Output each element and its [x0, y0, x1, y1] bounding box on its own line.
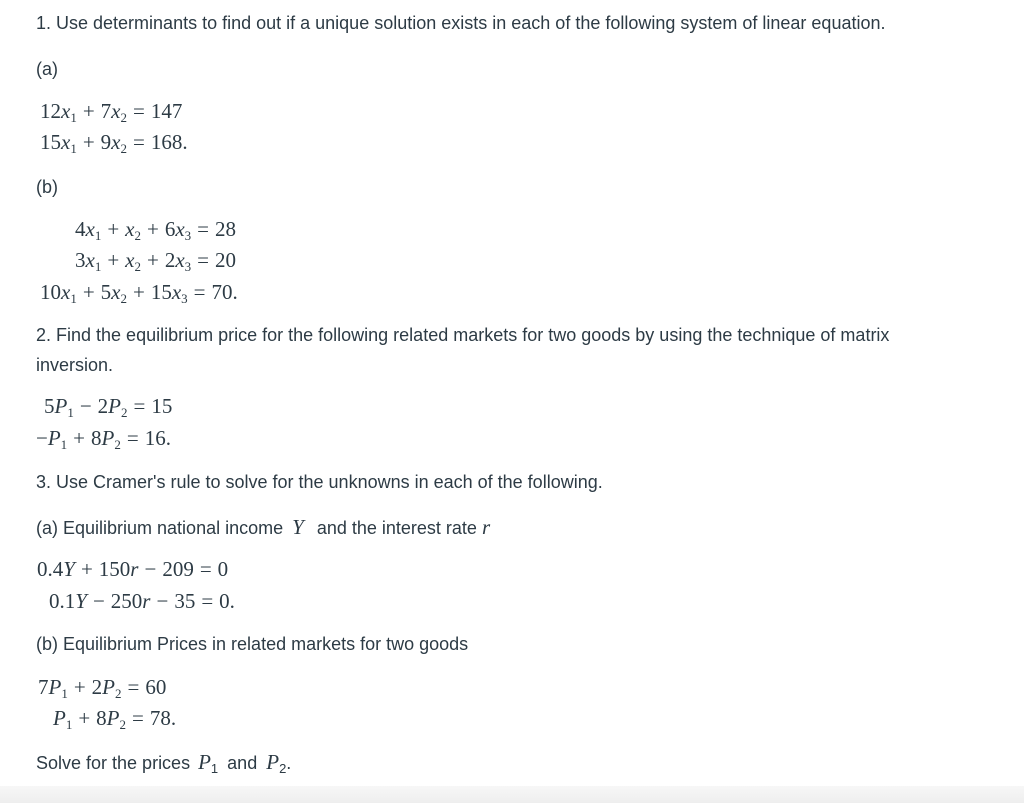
q1a-equation-2: $15x_1 + 9x_2 = 168$. [40, 130, 188, 156]
q3a-equation-2: 0.1Y − 250r − 35 = 0. [49, 589, 235, 613]
bottom-fade [0, 786, 1024, 803]
q3a-equation-1: 0.4Y + 150r − 209 = 0 [37, 557, 229, 581]
q1-prompt: 1. Use determinants to find out if a unique solution exists in each of the following system of linear equation. [36, 13, 886, 33]
q1a-equation-1: $12x_1 + 7x_2 = 147$ [40, 99, 183, 125]
q3b-equation-2: $P_1 + 8P_2 = 78$. [53, 706, 177, 732]
q1b-equation-1: $4x_1 + x_2 + 6x_3 = 28$ [75, 217, 237, 243]
q2-equation-2: $-P_1 + 8P_2 = 16$. [36, 426, 171, 452]
q1b-equation-2: $3x_1 + x_2 + 2x_3 = 20$ [75, 248, 237, 274]
q3-prompt: 3. Use Cramer's rule to solve for the unknowns in each of the following. [36, 472, 603, 492]
q1-part-b-label: (b) [36, 177, 58, 197]
q2-equation-1: $5P_1 - 2P_2 = 15$ [44, 394, 173, 420]
q3-part-b-label: (b) Equilibrium Prices in related markets for two goods [36, 634, 469, 654]
q3-final-instruction: Solve for the prices $P_1$ and $P_2$. [36, 750, 292, 776]
q2-prompt-line-2: inversion. [36, 355, 114, 375]
q1b-equation-3: $10x_1 + 5x_2 + 15x_3 = 70$. [40, 280, 238, 306]
q2-prompt-line-1: 2. Find the equilibrium price for the following related markets for two goods by using the technique of matrix [36, 325, 890, 345]
q3b-equation-1: $7P_1 + 2P_2 = 60$ [38, 675, 167, 701]
q3-part-a-label: (a) Equilibrium national income Y and the interest rate r [36, 515, 491, 539]
q1-part-a-label: (a) [36, 59, 58, 79]
